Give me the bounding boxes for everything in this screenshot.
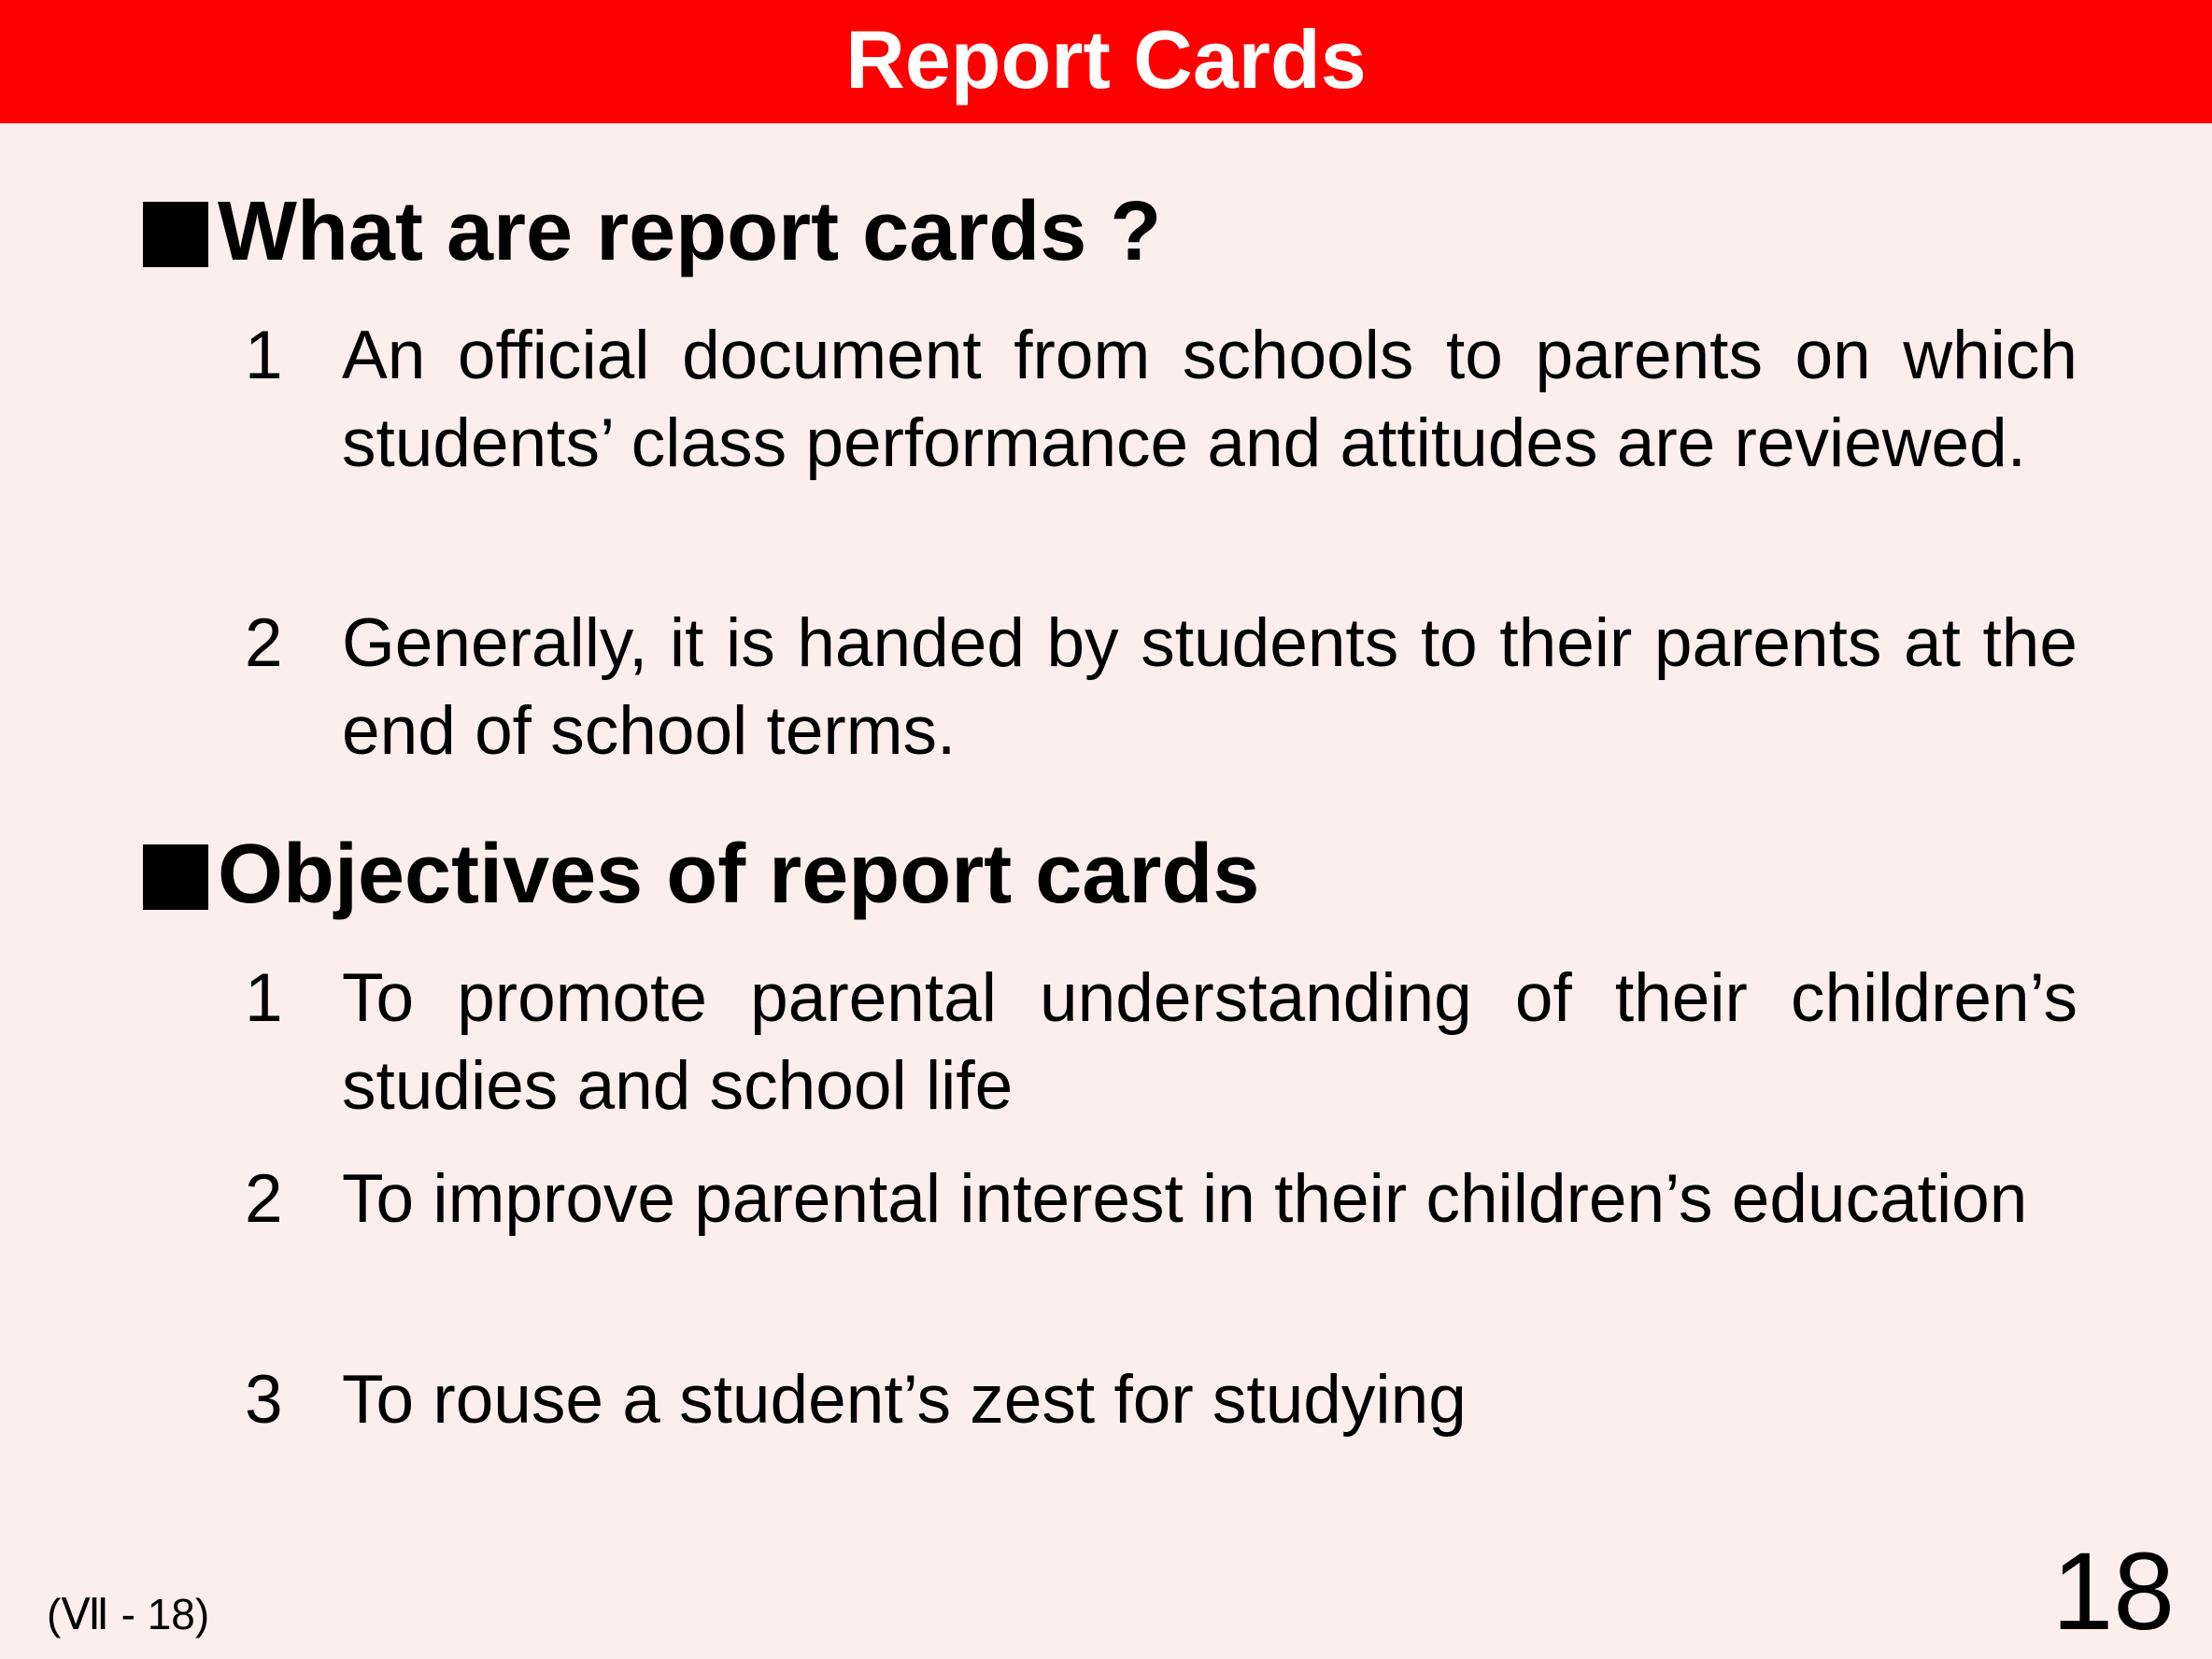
item-number: 2 [245,1161,283,1237]
section-heading-text: What are report cards ? [218,185,1162,278]
item-text: An official document from schools to parents on which students’ class performance and attitudes are reviewed. [342,318,2077,481]
slide-title: Report Cards [845,13,1367,106]
item-text: To promote parental understanding of their children’s studies and school life [342,960,2077,1124]
section-heading-objectives [143,828,1259,921]
section-heading-text: Objectives of report cards [218,828,1260,921]
item-text: To rouse a student’s zest for studying [342,1362,1467,1438]
item-number: 3 [245,1362,283,1438]
list-item [245,1156,2077,1243]
section-heading-what [143,185,1161,278]
list-item [245,312,2077,488]
footer-reference: (Ⅶ - 18) [47,1590,210,1638]
black-square-icon [143,844,208,910]
list-item [245,1356,2077,1444]
item-number: 1 [245,960,283,1036]
page-number: 18 [2051,1530,2175,1653]
item-number: 2 [245,605,283,681]
list-item [245,955,2077,1130]
list-item [245,600,2077,775]
item-number: 1 [245,318,283,393]
item-text: Generally, it is handed by students to their parents at the end of school terms. [342,605,2077,769]
item-text: To improve parental interest in their children’s education [342,1161,2028,1237]
black-square-icon [143,202,208,267]
